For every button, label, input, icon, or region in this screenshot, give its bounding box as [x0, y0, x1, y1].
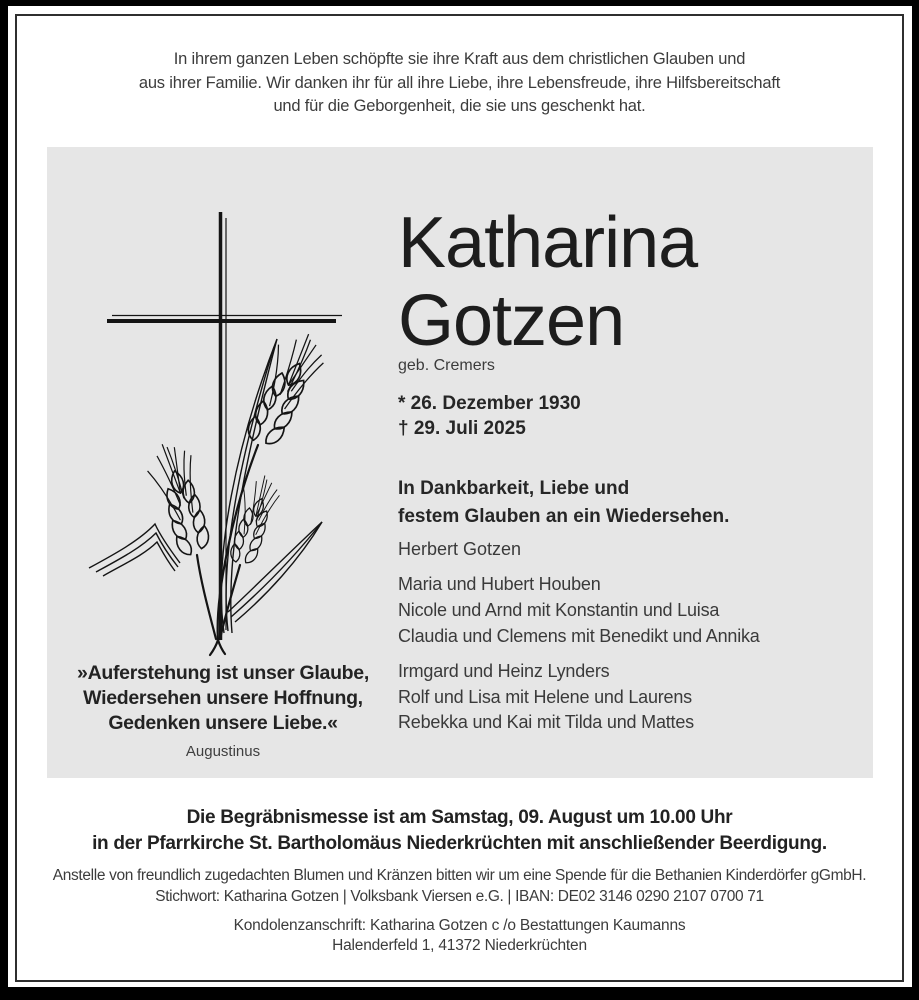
deceased-name — [398, 204, 697, 360]
quote-line: »Auferstehung ist unser Glaube, — [77, 662, 369, 684]
quote-line: Wiedersehen unsere Hoffnung, — [83, 687, 363, 709]
mourner-line: Rebekka und Kai mit Tilda und Mattes — [398, 712, 694, 732]
life-dates — [398, 391, 581, 441]
mourner-line: Maria und Hubert Houben — [398, 574, 601, 594]
intro-line: und für die Geborgenheit, die sie uns geschenkt hat. — [273, 97, 646, 115]
mourner-line: Nicole und Arnd mit Konstantin und Luisa — [398, 600, 720, 620]
mourner-line: Claudia und Clemens mit Benedikt und Annika — [398, 626, 760, 646]
dedication — [398, 475, 729, 531]
maiden-name: geb. Cremers — [398, 357, 495, 374]
service-line: in der Pfarrkirche St. Bartholomäus Niederkrüchten mit anschließender Beerdigung. — [92, 833, 827, 854]
quote-line: Gedenken unsere Liebe.« — [108, 712, 338, 734]
birth-date: * 26. Dezember 1930 — [398, 393, 581, 414]
donation-note — [30, 865, 889, 907]
donation-line: Stichwort: Katharina Gotzen | Volksbank Viersen e.G. | IBAN: DE02 3146 0290 2107 0700 71 — [155, 888, 764, 905]
death-date: † 29. Juli 2025 — [398, 418, 526, 439]
condolence-line: Halenderfeld 1, 41372 Niederkrüchten — [332, 937, 587, 954]
mourner-primary: Herbert Gotzen — [398, 539, 522, 559]
mourner-group — [398, 571, 760, 649]
mourner-line: Rolf und Lisa mit Helene und Laurens — [398, 686, 692, 707]
service-line: Die Begräbnismesse ist am Samstag, 09. August um 10.00 Uhr — [186, 807, 733, 828]
memorial-quote — [47, 661, 399, 736]
dedication-line: In Dankbarkeit, Liebe und — [398, 478, 630, 499]
donation-line: Anstelle von freundlich zugedachten Blumen und Kränzen bitten wir um eine Spende für die Bethanien Kinderdörfer gGmbH. — [52, 867, 867, 884]
cross-icon — [107, 212, 342, 640]
service-announcement — [30, 805, 889, 857]
mourner-group — [398, 659, 694, 736]
intro-paragraph — [30, 48, 889, 119]
deceased-name-line: Gotzen — [398, 281, 625, 361]
intro-line: In ihrem ganzen Leben schöpfte sie ihre Kraft aus dem christlichen Glauben und — [173, 50, 746, 68]
mourner-line: Irmgard und Heinz Lynders — [398, 661, 610, 681]
wheat-icon — [89, 324, 332, 655]
intro-line: aus ihrer Familie. Wir danken ihr für all ihre Liebe, ihre Lebensfreude, ihre Hilfsbereitschaft — [138, 73, 781, 92]
condolence-line: Kondolenzanschrift: Katharina Gotzen c /o Bestattungen Kaumanns — [233, 917, 686, 934]
memorial-panel — [47, 147, 873, 778]
condolence-address — [30, 916, 889, 956]
quote-attribution: Augustinus — [185, 743, 261, 760]
deceased-name-line: Katharina — [398, 203, 698, 283]
dedication-line: festem Glauben an ein Wiedersehen. — [398, 506, 730, 527]
cross-and-wheat-icon — [67, 187, 367, 657]
